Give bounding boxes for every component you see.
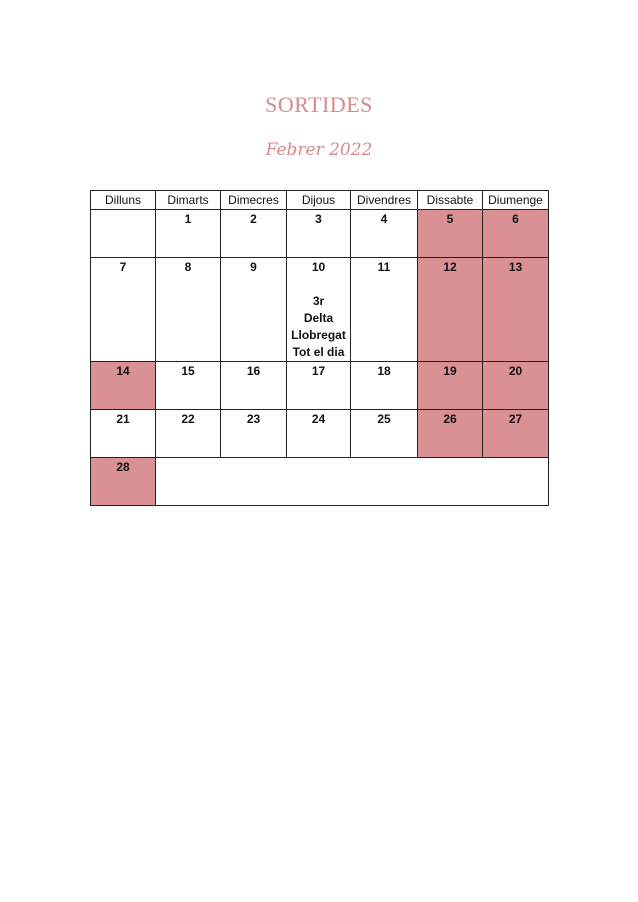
day-number: 10 xyxy=(311,260,326,274)
day-cell xyxy=(156,362,221,410)
day-number: 18 xyxy=(377,364,391,378)
day-number: 28 xyxy=(116,460,130,474)
weekend-day-cell xyxy=(483,362,549,410)
weekday-header: Diumenge xyxy=(483,191,549,210)
day-number: 3 xyxy=(315,212,322,226)
weekend-day-cell xyxy=(91,362,156,410)
week-row xyxy=(91,362,549,410)
day-cell xyxy=(221,210,287,258)
day-number: 8 xyxy=(184,260,192,274)
day-number: 15 xyxy=(181,364,195,378)
day-cell xyxy=(156,210,221,258)
day-number: 1 xyxy=(184,212,192,226)
event-line: Llobregat xyxy=(291,328,346,342)
day-cell xyxy=(351,362,418,410)
day-cell xyxy=(351,210,418,258)
day-number: 9 xyxy=(250,260,257,274)
weekday-header: Dijous xyxy=(287,191,351,210)
day-cell xyxy=(287,362,351,410)
weekend-day-cell xyxy=(483,258,549,362)
day-cell-empty xyxy=(156,458,549,506)
day-cell xyxy=(287,410,351,458)
weekend-day-cell xyxy=(483,210,549,258)
weekend-day-cell xyxy=(483,410,549,458)
day-number: 13 xyxy=(508,260,523,274)
day-number: 26 xyxy=(443,412,457,426)
day-number: 16 xyxy=(246,364,261,378)
event-line: 3r xyxy=(312,294,325,308)
day-cell xyxy=(221,362,287,410)
weekday-header-row xyxy=(91,191,549,210)
week-row xyxy=(91,410,549,458)
day-number: 7 xyxy=(119,260,127,274)
event-line: Delta xyxy=(303,311,334,325)
day-number: 19 xyxy=(443,364,457,378)
day-cell xyxy=(221,410,287,458)
event-line: Tot el dia xyxy=(292,345,345,359)
day-cell-empty xyxy=(91,210,156,258)
day-cell xyxy=(351,410,418,458)
day-number: 4 xyxy=(380,212,388,226)
week-row xyxy=(91,258,549,362)
day-number: 25 xyxy=(377,412,391,426)
day-cell xyxy=(91,410,156,458)
day-cell xyxy=(91,258,156,362)
day-cell xyxy=(287,210,351,258)
weekday-header: Dimecres xyxy=(221,191,287,210)
day-number: 22 xyxy=(181,412,195,426)
weekend-day-cell xyxy=(418,210,483,258)
weekend-day-cell xyxy=(91,458,156,506)
page-subtitle: Febrer 2022 xyxy=(265,140,373,160)
day-cell xyxy=(156,258,221,362)
day-number: 6 xyxy=(512,212,519,226)
day-number: 5 xyxy=(446,212,454,226)
day-number: 17 xyxy=(311,364,326,378)
weekend-day-cell xyxy=(418,362,483,410)
day-cell xyxy=(221,258,287,362)
day-number: 2 xyxy=(250,212,257,226)
weekend-day-cell xyxy=(418,410,483,458)
day-number: 12 xyxy=(443,260,457,274)
day-number: 23 xyxy=(246,412,261,426)
day-number: 11 xyxy=(377,260,391,274)
day-cell-with-event xyxy=(287,258,351,362)
day-number: 24 xyxy=(311,412,326,426)
weekday-header: Dimarts xyxy=(156,191,221,210)
day-number: 14 xyxy=(116,364,130,378)
week-row xyxy=(91,210,549,258)
day-number: 27 xyxy=(508,412,523,426)
day-cell xyxy=(156,410,221,458)
day-cell xyxy=(351,258,418,362)
calendar-table xyxy=(90,190,549,506)
weekday-header: Divendres xyxy=(351,191,418,210)
event-text xyxy=(287,293,350,361)
weekday-header: Dilluns xyxy=(91,191,156,210)
day-number: 21 xyxy=(116,412,130,426)
weekday-header: Dissabte xyxy=(418,191,483,210)
weekend-day-cell xyxy=(418,258,483,362)
page-title: SORTIDES xyxy=(265,92,373,117)
day-number: 20 xyxy=(508,364,523,378)
week-row xyxy=(91,458,549,506)
